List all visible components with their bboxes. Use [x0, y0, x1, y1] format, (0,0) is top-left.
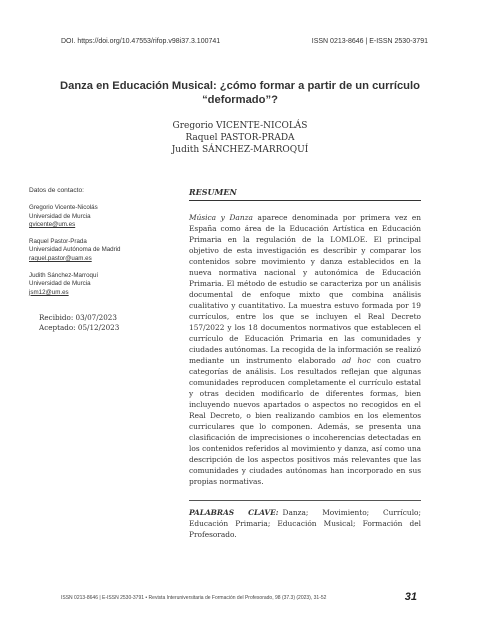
contact-name: Gregorio Vicente-Nicolás [29, 204, 98, 211]
author-name: Judith SÁNCHEZ-MARROQUÍ [171, 145, 309, 155]
received-date: Recibido: 03/07/2023 [39, 313, 117, 323]
contact-affiliation: Universidad de Murcia [29, 212, 91, 220]
contact-affiliation: Universidad de Murcia [29, 280, 91, 288]
keywords-label: PALABRAS CLAVE: [189, 508, 279, 517]
keywords-text: Danza; Movimiento; Currículo; Educación Primaria; Educación Musical; Formación del Profesorado. [189, 508, 421, 539]
author-name: Gregorio VICENTE-NICOLÁS [172, 121, 308, 131]
keywords-section [189, 500, 421, 540]
contact-email-link[interactable]: gvicente@um.es [29, 221, 76, 229]
abstract-ad-hoc: ad hoc [341, 356, 371, 365]
contact-email-link[interactable]: raquel.pastor@uam.es [29, 254, 92, 262]
abstract-text [189, 212, 421, 487]
contact-email-link[interactable]: jsm12@um.es [29, 288, 69, 296]
contact-affiliation: Universidad Autónoma de Madrid [29, 246, 121, 254]
author-list [90, 120, 390, 156]
author-name: Raquel PASTOR-PRADA [185, 133, 295, 143]
contact-block [29, 204, 169, 230]
page-number: 31 [404, 591, 417, 603]
accepted-date: Aceptado: 05/12/2023 [39, 323, 120, 333]
abstract-column [189, 187, 421, 540]
contact-name: Raquel Pastor-Prada [29, 237, 87, 245]
page-footer: ISSN 0213-8646 | E-ISSN 2530-3791 • Revista Interuniversitaria de Formación del Profesorado, 98 (37.3) (2023), 31-52 [61, 595, 327, 601]
doi-header[interactable]: DOI. https://doi.org/10.47553/rifop.v98i37.3.100741 [61, 38, 221, 45]
article-title: Danza en Educación Musical: ¿cómo formar a partir de un currículo “deformado”? [60, 80, 420, 106]
abstract-body-part2: con cuatro categorías de análisis. Los resultados reflejan que algunas comunidades reproducen completamente el currículo estatal y otras deciden modificarlo de diferentes formas, bien incluyendo nuevos apartados o aspectos no recogidos en el Real Decreto, o bien realizando cambios en los elementos curriculares que lo componen. Además, se presenta una clasificación de imprecisiones o incoherencias detectadas en los contenidos referidos al movimiento y danza, así como una descripción de los aspectos positivos más relevantes que las comunidades y ciudades autónomas han incorporado en sus propias normativas. [189, 356, 421, 486]
contact-label: Datos de contacto: [29, 187, 84, 194]
submission-dates [29, 313, 169, 333]
abstract-body-part1: aparece denominada por primera vez en España como área de la Educación Artística en Educación Primaria en la regulación de la LOMLOE. El principal objetivo de esta investigación es describir y comparar los contenidos sobre movimiento y danza establecidos en la nueva normativa nacional y autonómica de Educación Primaria. El método de estudio se caracteriza por un análisis documental de enfoque mixto que combina análisis cualitativo y cuantitativo. La muestra estuvo formada por 19 currículos, entre los que se incluyen el Real Decreto 157/2022 y los 18 documentos normativos que establecen el currículo de Educación Primaria en las comunidades y ciudades autónomas. La recogida de la información se realizó mediante un instrumento elaborado [189, 213, 421, 365]
abstract-heading: RESUMEN [189, 187, 421, 201]
contact-sidebar [29, 186, 169, 333]
contact-block [29, 272, 169, 298]
contact-name: Judith Sánchez-Marroquí [29, 271, 99, 279]
contact-block [29, 238, 169, 264]
abstract-lead-italic: Música y Danza [189, 213, 253, 222]
issn-header: ISSN 0213-8646 | E-ISSN 2530-3791 [311, 38, 428, 45]
